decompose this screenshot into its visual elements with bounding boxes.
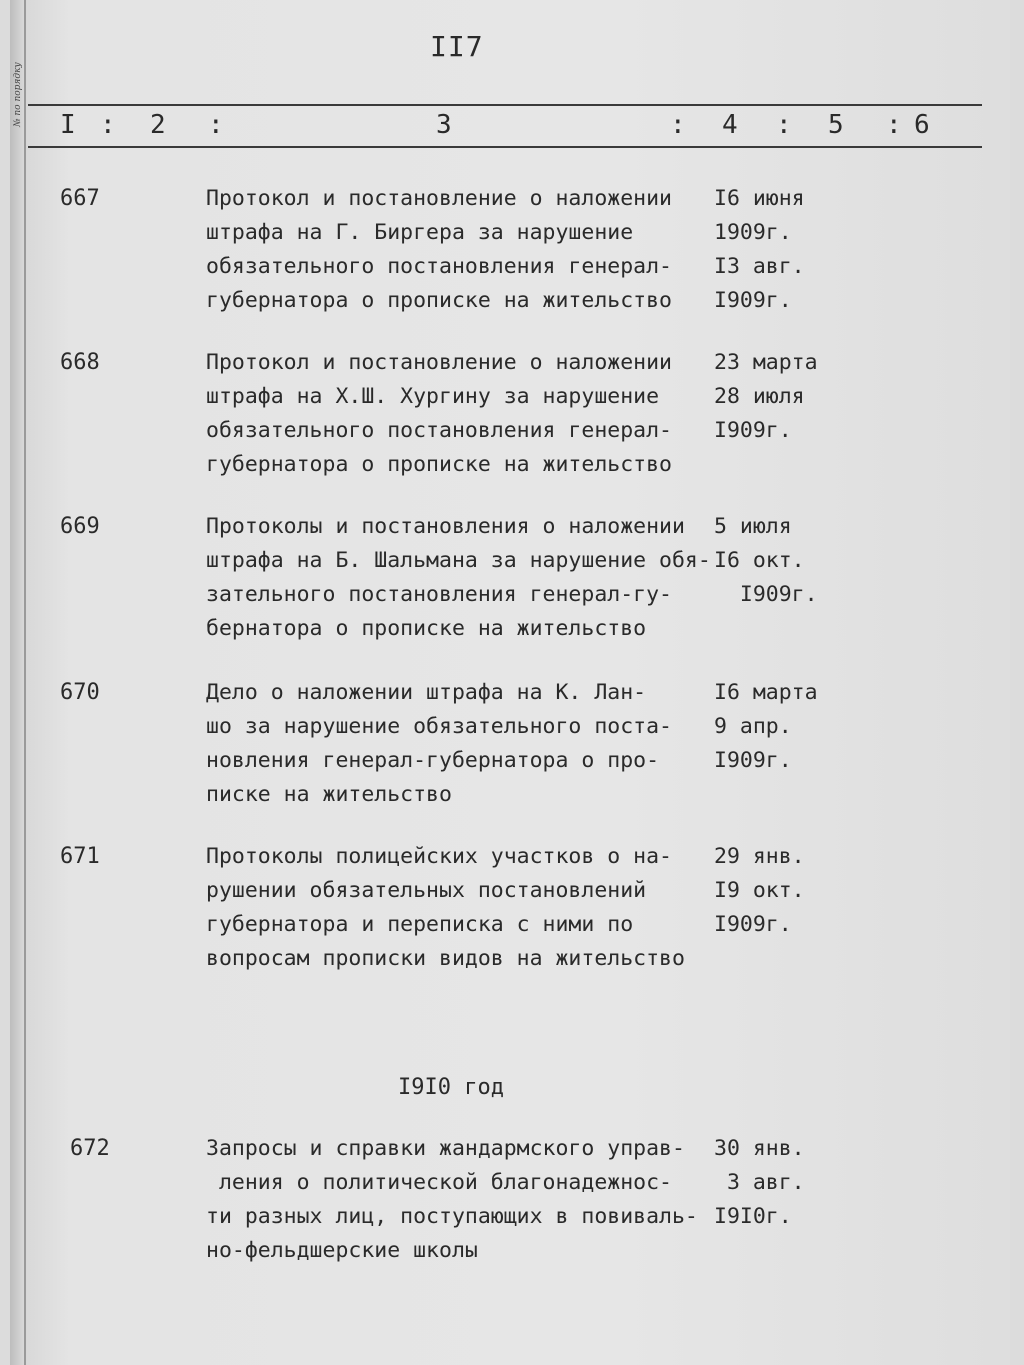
column-separator: :: [886, 110, 902, 140]
entry-number: 667: [60, 186, 100, 211]
entry-text-line: губернатора о прописке на жительство: [206, 452, 672, 477]
column-number-2: 2: [150, 110, 166, 140]
entry-text-line: вопросам прописки видов на жительство: [206, 946, 685, 971]
entry-date: I6 окт.: [714, 548, 805, 573]
entry-date: I909г.: [714, 418, 792, 443]
entry-date: I3 авг.: [714, 254, 805, 279]
page-binding-edge: [10, 0, 26, 1365]
entry-text-line: штрафа на Б. Шальмана за нарушение обя-: [206, 548, 711, 573]
column-number-4: 4: [722, 110, 738, 140]
margin-note: № по порядку: [13, 62, 23, 127]
year-heading: I9I0 год: [398, 1075, 504, 1100]
column-number-1: I: [60, 110, 76, 140]
entry-date: 3 авг.: [714, 1170, 805, 1195]
entry-text-line: Протокол и постановление о наложении: [206, 186, 672, 211]
entry-date: 30 янв.: [714, 1136, 805, 1161]
document-page: [10, 0, 1010, 1365]
entry-text-line: губернатора и переписка с ними по: [206, 912, 634, 937]
entry-text-line: зательного постановления генерал-гу-: [206, 582, 672, 607]
entry-date: I9I0г.: [714, 1204, 792, 1229]
entry-date: 5 июля: [714, 514, 792, 539]
entry-text-line: шо за нарушение обязательного поста-: [206, 714, 672, 739]
entry-text-line: Протоколы полицейских участков о на-: [206, 844, 672, 869]
entry-date: 23 марта: [714, 350, 818, 375]
entry-text-line: Запросы и справки жандармского управ-: [206, 1136, 685, 1161]
entry-text-line: бернатора о прописке на жительство: [206, 616, 647, 641]
entry-date: 28 июля: [714, 384, 805, 409]
entry-number: 669: [60, 514, 100, 539]
entry-text-line: рушении обязательных постановлений: [206, 878, 647, 903]
column-separator: :: [100, 110, 116, 140]
entry-text-line: штрафа на Х.Ш. Хургину за нарушение: [206, 384, 660, 409]
entry-date: I909г.: [714, 912, 792, 937]
entry-text-line: но-фельдшерские школы: [206, 1238, 478, 1263]
entry-date: I9 окт.: [714, 878, 805, 903]
entry-text-line: обязательного постановления генерал-: [206, 254, 672, 279]
entry-date: I6 марта: [714, 680, 818, 705]
entry-date: 9 апр.: [714, 714, 792, 739]
page-number: II7: [430, 30, 484, 63]
entry-text-line: ти разных лиц, поступающих в повиваль-: [206, 1204, 698, 1229]
column-separator: :: [776, 110, 792, 140]
entry-text-line: Протоколы и постановления о наложении: [206, 514, 685, 539]
entry-text-line: обязательного постановления генерал-: [206, 418, 672, 443]
entry-date: 29 янв.: [714, 844, 805, 869]
entry-text-line: губернатора о прописке на жительство: [206, 288, 672, 313]
column-number-5: 5: [828, 110, 844, 140]
header-rule-bottom: [28, 146, 982, 148]
entry-date: 1909г.: [714, 220, 792, 245]
entry-number: 668: [60, 350, 100, 375]
column-separator: :: [208, 110, 224, 140]
entry-text-line: Протокол и постановление о наложении: [206, 350, 672, 375]
entry-number: 670: [60, 680, 100, 705]
entry-date: I909г.: [714, 582, 818, 607]
entry-text-line: ления о политической благонадежнос-: [206, 1170, 672, 1195]
entry-text-line: штрафа на Г. Биргера за нарушение: [206, 220, 634, 245]
entry-date: I909г.: [714, 748, 792, 773]
column-header-row: [40, 106, 970, 144]
entry-number: 672: [70, 1136, 110, 1161]
column-number-3: 3: [436, 110, 452, 140]
entry-number: 671: [60, 844, 100, 869]
entry-date: I909г.: [714, 288, 792, 313]
column-number-6: 6: [914, 110, 930, 140]
entry-text-line: новления генерал-губернатора о про-: [206, 748, 660, 773]
entry-text-line: писке на жительство: [206, 782, 452, 807]
column-separator: :: [670, 110, 686, 140]
entry-text-line: Дело о наложении штрафа на К. Лан-: [206, 680, 647, 705]
entry-date: I6 июня: [714, 186, 805, 211]
